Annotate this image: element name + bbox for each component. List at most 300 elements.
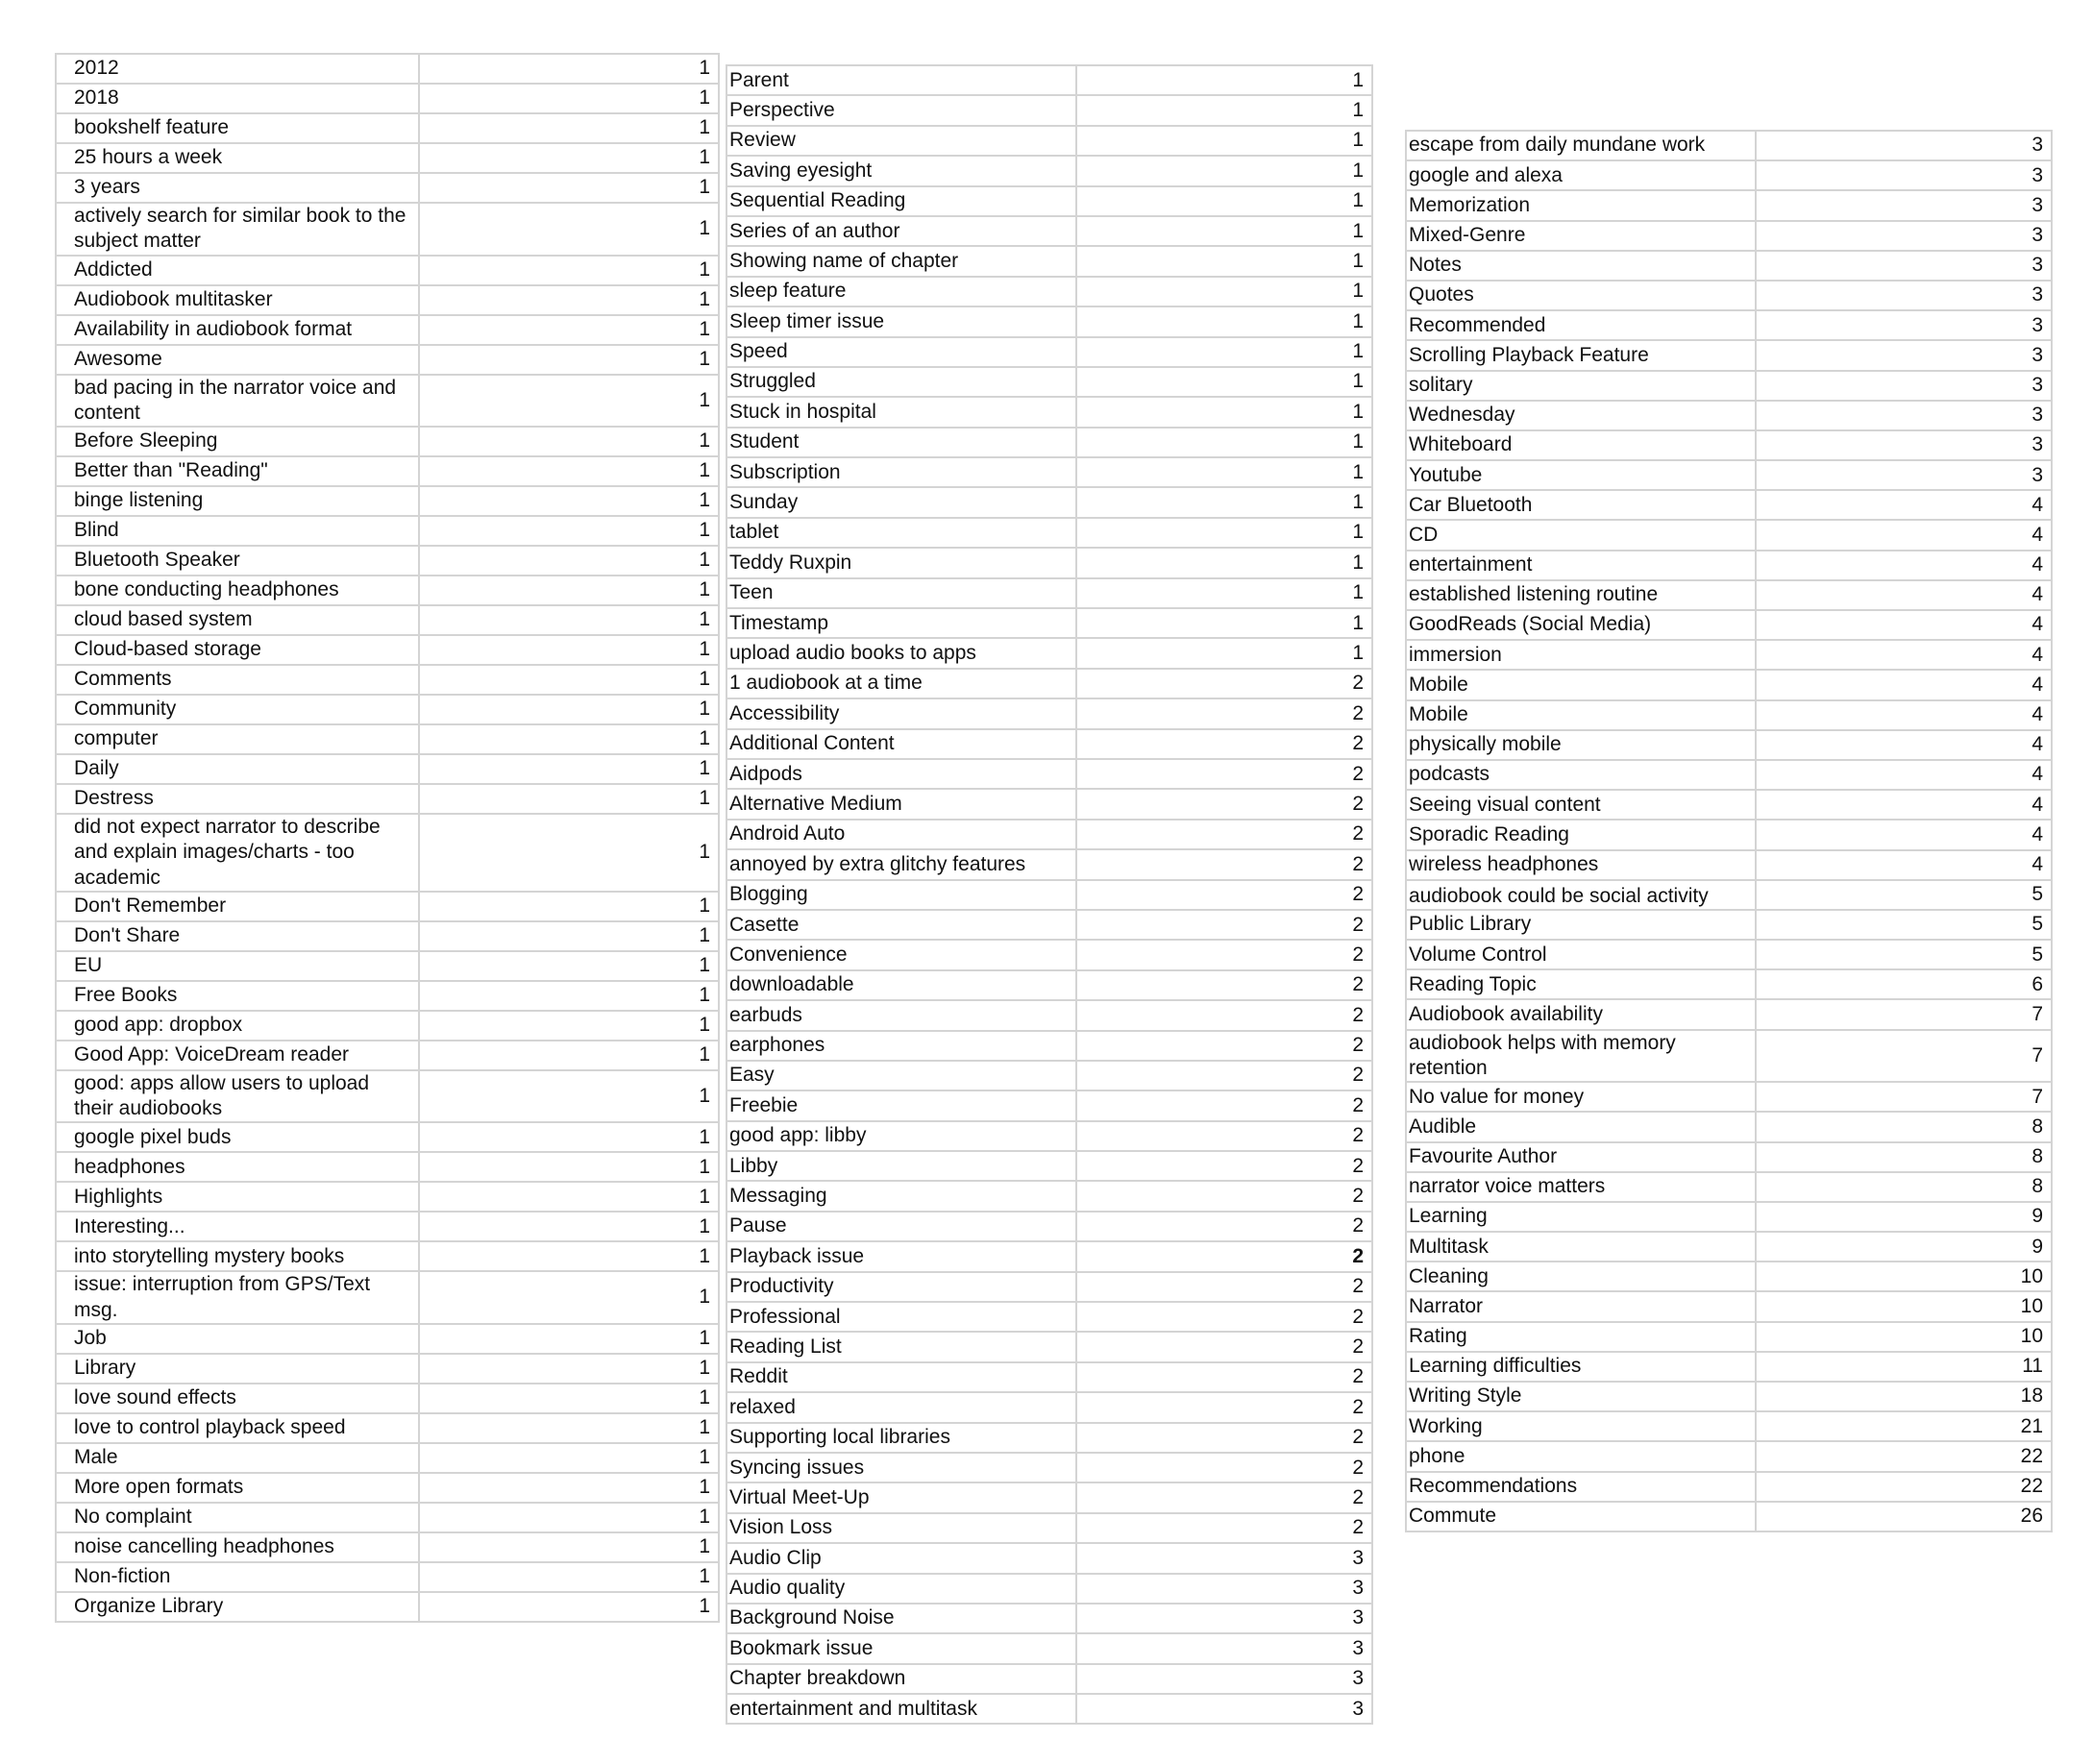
table-row	[726, 820, 1372, 849]
cell-label: Bookmark issue	[726, 1633, 1076, 1663]
table-row	[1406, 700, 2052, 730]
table-row	[726, 367, 1372, 397]
cell-count: 4	[1756, 760, 2052, 790]
cell-count: 2	[1076, 1241, 1372, 1271]
table-row	[56, 54, 719, 84]
table-row	[1406, 1262, 2052, 1291]
cell-label: Audiobook availability	[1406, 999, 1756, 1029]
cell-label: Perspective	[726, 95, 1076, 125]
cell-count: 1	[419, 1041, 719, 1070]
table-row	[1406, 1441, 2052, 1471]
cell-label: Seeing visual content	[1406, 790, 1756, 820]
cell-count: 8	[1756, 1172, 2052, 1202]
cell-label: Learning difficulties	[1406, 1352, 1756, 1382]
cell-count: 18	[1756, 1382, 2052, 1411]
cell-count: 2	[1076, 669, 1372, 698]
cell-count: 1	[419, 981, 719, 1011]
cell-label: entertainment and multitask	[726, 1694, 1076, 1724]
cell-label: Memorization	[1406, 190, 1756, 220]
cell-label: Male	[56, 1443, 419, 1473]
table-row	[1406, 1202, 2052, 1232]
cell-count: 2	[1076, 1362, 1372, 1392]
cell-count: 1	[1076, 608, 1372, 638]
cell-count: 6	[1756, 969, 2052, 999]
table-row	[726, 1212, 1372, 1241]
table-body	[56, 54, 719, 1622]
cell-count: 1	[419, 1152, 719, 1182]
table-row	[56, 1503, 719, 1532]
table-row	[1406, 131, 2052, 160]
table-row	[56, 516, 719, 546]
table-row	[1406, 401, 2052, 430]
cell-count: 1	[419, 1413, 719, 1443]
table-row	[56, 1122, 719, 1152]
cell-count: 2	[1076, 1181, 1372, 1211]
cell-label: Productivity	[726, 1272, 1076, 1302]
table-row	[726, 1031, 1372, 1061]
cell-label: bad pacing in the narrator voice and content	[56, 375, 419, 428]
cell-count: 4	[1756, 640, 2052, 670]
cell-label: physically mobile	[1406, 730, 1756, 760]
table-row	[56, 695, 719, 724]
table-row	[1406, 850, 2052, 880]
cell-count: 2	[1076, 1061, 1372, 1090]
cell-count: 22	[1756, 1472, 2052, 1502]
table-row	[726, 65, 1372, 95]
table-row	[56, 1354, 719, 1384]
table-row	[726, 1332, 1372, 1361]
cell-count: 3	[1756, 460, 2052, 490]
cell-label: Learning	[1406, 1202, 1756, 1232]
cell-label: Freebie	[726, 1090, 1076, 1120]
table-row	[1406, 1142, 2052, 1172]
cell-label: Car Bluetooth	[1406, 490, 1756, 520]
table-row	[56, 285, 719, 315]
cell-label: Destress	[56, 784, 419, 814]
cell-label: Availability in audiobook format	[56, 315, 419, 345]
cell-label: Reading List	[726, 1332, 1076, 1361]
cell-count: 4	[1756, 551, 2052, 580]
cell-count: 1	[419, 1324, 719, 1354]
cell-count: 1	[1076, 65, 1372, 95]
table-row	[56, 951, 719, 981]
cell-label: Review	[726, 126, 1076, 156]
table-row	[726, 306, 1372, 336]
cell-label: No complaint	[56, 1503, 419, 1532]
table-row	[726, 156, 1372, 185]
table-row	[726, 759, 1372, 789]
table-row	[1406, 820, 2052, 849]
cell-count: 1	[419, 143, 719, 173]
table-row	[56, 375, 719, 428]
cell-label: Additional Content	[726, 729, 1076, 759]
cell-label: Bluetooth Speaker	[56, 546, 419, 576]
cell-count: 1	[419, 315, 719, 345]
cell-label: Pause	[726, 1212, 1076, 1241]
cell-label: Commute	[1406, 1502, 1756, 1531]
cell-label: did not expect narrator to describe and explain images/charts - too academic	[56, 814, 419, 892]
cell-count: 3	[1756, 310, 2052, 340]
table-row	[56, 1041, 719, 1070]
cell-count: 2	[1076, 1031, 1372, 1061]
cell-count: 3	[1756, 340, 2052, 370]
cell-count: 3	[1756, 160, 2052, 190]
cell-label: bookshelf feature	[56, 113, 419, 143]
cell-count: 1	[419, 921, 719, 951]
cell-label: Virtual Meet-Up	[726, 1482, 1076, 1512]
cell-label: 2018	[56, 84, 419, 113]
table-row	[56, 605, 719, 635]
cell-label: sleep feature	[726, 277, 1076, 306]
cell-label: Sunday	[726, 487, 1076, 517]
table-row	[56, 1152, 719, 1182]
table-row	[56, 486, 719, 516]
cell-count: 1	[1076, 397, 1372, 427]
cell-count: 2	[1076, 789, 1372, 819]
cell-label: Good App: VoiceDream reader	[56, 1041, 419, 1070]
cell-count: 1	[419, 1562, 719, 1592]
cell-label: into storytelling mystery books	[56, 1241, 419, 1271]
cell-label: GoodReads (Social Media)	[1406, 610, 1756, 640]
cell-label: Timestamp	[726, 608, 1076, 638]
table-row	[56, 315, 719, 345]
cell-label: audiobook helps with memory retention	[1406, 1030, 1756, 1083]
cell-label: Blind	[56, 516, 419, 546]
cell-label: Easy	[726, 1061, 1076, 1090]
cell-count: 1	[1076, 337, 1372, 367]
cell-label: cloud based system	[56, 605, 419, 635]
cell-count: 1	[419, 784, 719, 814]
cell-count: 9	[1756, 1232, 2052, 1262]
cell-label: CD	[1406, 520, 1756, 550]
table-row	[726, 849, 1372, 879]
table-row	[56, 546, 719, 576]
cell-label: tablet	[726, 518, 1076, 548]
table-row	[1406, 551, 2052, 580]
table-row	[56, 113, 719, 143]
table-row	[56, 173, 719, 203]
table-row	[56, 427, 719, 456]
cell-label: Free Books	[56, 981, 419, 1011]
table-row	[726, 1362, 1372, 1392]
cell-label: Vision Loss	[726, 1513, 1076, 1543]
cell-count: 3	[1756, 401, 2052, 430]
cell-label: binge listening	[56, 486, 419, 516]
cell-count: 1	[419, 54, 719, 84]
cell-label: podcasts	[1406, 760, 1756, 790]
cell-count: 3	[1756, 281, 2052, 310]
table-row	[1406, 790, 2052, 820]
table-row	[726, 970, 1372, 1000]
cell-label: 3 years	[56, 173, 419, 203]
cell-count: 4	[1756, 520, 2052, 550]
cell-count: 1	[419, 1354, 719, 1384]
cell-label: Quotes	[1406, 281, 1756, 310]
cell-count: 1	[419, 345, 719, 375]
table-row	[726, 1272, 1372, 1302]
table-row	[56, 1182, 719, 1212]
table-row	[726, 186, 1372, 216]
cell-count: 1	[419, 1473, 719, 1503]
cell-count: 2	[1076, 1453, 1372, 1482]
cell-count: 1	[419, 546, 719, 576]
cell-count: 9	[1756, 1202, 2052, 1232]
table-row	[56, 1413, 719, 1443]
table-row	[726, 487, 1372, 517]
table-row	[56, 635, 719, 665]
cell-count: 1	[419, 951, 719, 981]
table-row	[726, 1423, 1372, 1453]
cell-count: 1	[1076, 638, 1372, 668]
table-row	[1406, 1411, 2052, 1441]
cell-label: Cloud-based storage	[56, 635, 419, 665]
cell-count: 1	[1076, 246, 1372, 276]
cell-count: 2	[1076, 1000, 1372, 1030]
cell-label: Sporadic Reading	[1406, 820, 1756, 849]
cell-count: 1	[419, 516, 719, 546]
cell-label: Convenience	[726, 940, 1076, 969]
cell-count: 1	[419, 256, 719, 285]
cell-label: solitary	[1406, 371, 1756, 401]
cell-label: Addicted	[56, 256, 419, 285]
cell-count: 1	[419, 486, 719, 516]
cell-label: Background Noise	[726, 1604, 1076, 1633]
cell-label: headphones	[56, 1152, 419, 1182]
cell-label: good app: libby	[726, 1121, 1076, 1151]
cell-label: Sleep timer issue	[726, 306, 1076, 336]
cell-label: Libby	[726, 1151, 1076, 1181]
table-row	[56, 1473, 719, 1503]
cell-count: 1	[419, 1212, 719, 1241]
cell-label: Blogging	[726, 880, 1076, 910]
table-row	[1406, 730, 2052, 760]
cell-count: 2	[1076, 1090, 1372, 1120]
cell-label: Showing name of chapter	[726, 246, 1076, 276]
cell-label: Working	[1406, 1411, 1756, 1441]
table-row	[1406, 160, 2052, 190]
cell-count: 4	[1756, 820, 2052, 849]
cell-label: Stuck in hospital	[726, 397, 1076, 427]
cell-count: 2	[1076, 698, 1372, 728]
cell-label: actively search for similar book to the subject matter	[56, 203, 419, 256]
table-row	[56, 754, 719, 784]
cell-label: Notes	[1406, 251, 1756, 281]
cell-count: 1	[1076, 367, 1372, 397]
cell-count: 2	[1076, 1302, 1372, 1332]
table-row	[56, 456, 719, 486]
table-row	[56, 1592, 719, 1622]
cell-label: Audio quality	[726, 1574, 1076, 1604]
cell-count: 1	[419, 84, 719, 113]
table-row	[56, 784, 719, 814]
table-row	[726, 1151, 1372, 1181]
cell-label: 1 audiobook at a time	[726, 669, 1076, 698]
cell-count: 1	[419, 173, 719, 203]
cell-label: google pixel buds	[56, 1122, 419, 1152]
cell-label: Casette	[726, 910, 1076, 940]
cell-count: 11	[1756, 1352, 2052, 1382]
table-row	[726, 608, 1372, 638]
cell-count: 1	[419, 1443, 719, 1473]
cell-count: 2	[1076, 1151, 1372, 1181]
cell-label: Mobile	[1406, 700, 1756, 730]
table-row	[726, 216, 1372, 246]
table-row	[726, 1543, 1372, 1573]
cell-count: 1	[419, 754, 719, 784]
cell-label: upload audio books to apps	[726, 638, 1076, 668]
cell-label: entertainment	[1406, 551, 1756, 580]
table-row	[1406, 999, 2052, 1029]
table-row	[726, 669, 1372, 698]
cell-label: Teen	[726, 578, 1076, 608]
table-row	[56, 724, 719, 754]
table-row	[1406, 910, 2052, 940]
cell-count: 2	[1076, 820, 1372, 849]
cell-count: 2	[1076, 1332, 1372, 1361]
cell-label: Interesting...	[56, 1212, 419, 1241]
cell-count: 2	[1076, 1212, 1372, 1241]
table-row	[1406, 430, 2052, 460]
cell-count: 10	[1756, 1291, 2052, 1321]
table-row	[1406, 969, 2052, 999]
table-row	[56, 84, 719, 113]
table-row	[1406, 880, 2052, 910]
cell-count: 1	[1076, 156, 1372, 185]
table-row	[726, 1513, 1372, 1543]
cell-label: Writing Style	[1406, 1382, 1756, 1411]
cell-count: 1	[419, 814, 719, 892]
cell-label: Android Auto	[726, 820, 1076, 849]
cell-count: 1	[1076, 277, 1372, 306]
cell-label: love sound effects	[56, 1384, 419, 1413]
table-row	[726, 729, 1372, 759]
table-row	[1406, 760, 2052, 790]
table-row	[726, 789, 1372, 819]
cell-count: 1	[1076, 487, 1372, 517]
table-row	[1406, 371, 2052, 401]
table-body	[1406, 131, 2052, 1531]
cell-label: Whiteboard	[1406, 430, 1756, 460]
cell-label: Audible	[1406, 1112, 1756, 1141]
cell-label: relaxed	[726, 1392, 1076, 1422]
cell-count: 4	[1756, 790, 2052, 820]
cell-count: 1	[419, 375, 719, 428]
cell-label: Supporting local libraries	[726, 1423, 1076, 1453]
cell-label: Don't Remember	[56, 892, 419, 921]
cell-count: 1	[419, 576, 719, 605]
cell-count: 3	[1076, 1604, 1372, 1633]
cell-label: audiobook could be social activity	[1406, 880, 1756, 910]
cell-count: 3	[1756, 131, 2052, 160]
table-row	[1406, 520, 2052, 550]
cell-label: good: apps allow users to upload their audiobooks	[56, 1070, 419, 1123]
cell-label: Scrolling Playback Feature	[1406, 340, 1756, 370]
cell-count: 3	[1076, 1694, 1372, 1724]
table-row	[56, 1384, 719, 1413]
cell-label: More open formats	[56, 1473, 419, 1503]
table-row	[726, 1302, 1372, 1332]
cell-label: Comments	[56, 665, 419, 695]
table-row	[1406, 221, 2052, 251]
cell-count: 1	[1076, 186, 1372, 216]
cell-count: 1	[419, 427, 719, 456]
cell-count: 4	[1756, 700, 2052, 730]
table-row	[56, 1562, 719, 1592]
table-row	[726, 638, 1372, 668]
cell-label: EU	[56, 951, 419, 981]
table-row	[1406, 190, 2052, 220]
cell-count: 2	[1076, 1392, 1372, 1422]
cell-count: 2	[1076, 1272, 1372, 1302]
table-row	[1406, 281, 2052, 310]
table-row	[56, 981, 719, 1011]
table-row	[56, 892, 719, 921]
cell-label: Highlights	[56, 1182, 419, 1212]
table-row	[1406, 1232, 2052, 1262]
table-row	[56, 814, 719, 892]
table-row	[726, 277, 1372, 306]
cell-label: Before Sleeping	[56, 427, 419, 456]
table-row	[726, 1000, 1372, 1030]
cell-label: phone	[1406, 1441, 1756, 1471]
cell-label: google and alexa	[1406, 160, 1756, 190]
cell-count: 3	[1756, 190, 2052, 220]
cell-count: 1	[419, 1271, 719, 1324]
cell-label: computer	[56, 724, 419, 754]
cell-count: 2	[1076, 970, 1372, 1000]
cell-count: 1	[419, 1592, 719, 1622]
table-row	[726, 578, 1372, 608]
cell-label: bone conducting headphones	[56, 576, 419, 605]
cell-count: 1	[1076, 216, 1372, 246]
cell-count: 4	[1756, 670, 2052, 699]
cell-count: 4	[1756, 850, 2052, 880]
table-row	[726, 1453, 1372, 1482]
table-row	[1406, 1172, 2052, 1202]
table-row	[56, 921, 719, 951]
cell-count: 3	[1076, 1633, 1372, 1663]
cell-label: Professional	[726, 1302, 1076, 1332]
table-row	[56, 143, 719, 173]
table-row	[56, 1011, 719, 1041]
table-row	[1406, 1030, 2052, 1083]
cell-count: 1	[419, 113, 719, 143]
table-row	[56, 1212, 719, 1241]
cell-count: 1	[419, 695, 719, 724]
table-row	[1406, 580, 2052, 610]
table-row	[1406, 340, 2052, 370]
table-row	[726, 1574, 1372, 1604]
table-row	[1406, 310, 2052, 340]
table-row	[1406, 610, 2052, 640]
cell-count: 1	[419, 635, 719, 665]
cell-label: Favourite Author	[1406, 1142, 1756, 1172]
cell-label: Teddy Ruxpin	[726, 548, 1076, 577]
cell-label: Alternative Medium	[726, 789, 1076, 819]
cell-count: 1	[1076, 457, 1372, 487]
cell-label: Library	[56, 1354, 419, 1384]
cell-label: Student	[726, 428, 1076, 457]
cell-label: Better than "Reading"	[56, 456, 419, 486]
table-row	[726, 428, 1372, 457]
cell-label: good app: dropbox	[56, 1011, 419, 1041]
table-row	[1406, 1502, 2052, 1531]
table-row	[726, 518, 1372, 548]
cell-count: 1	[419, 1182, 719, 1212]
cell-label: Audio Clip	[726, 1543, 1076, 1573]
cell-count: 4	[1756, 610, 2052, 640]
table-row	[726, 337, 1372, 367]
